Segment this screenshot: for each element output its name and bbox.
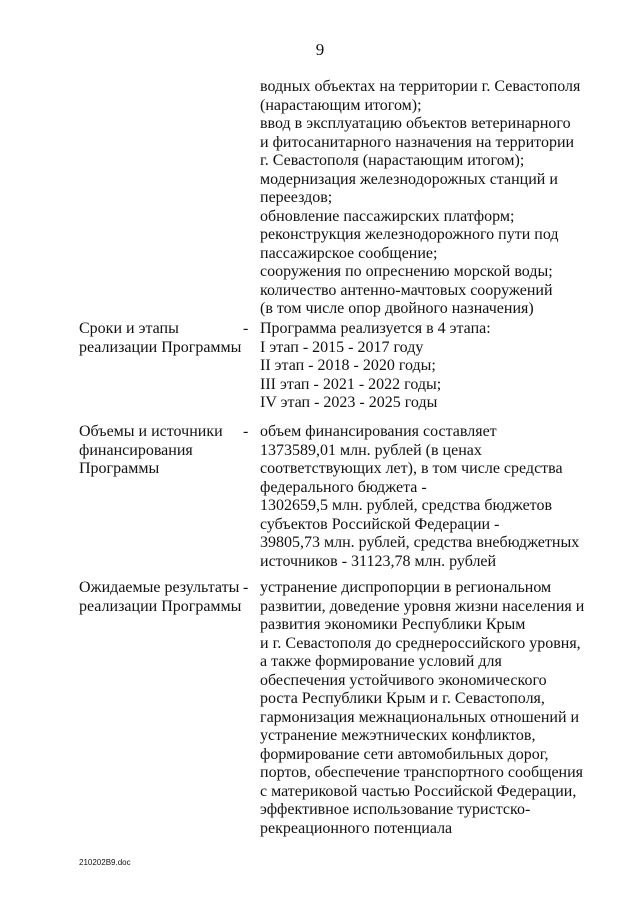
label-line: финансирования [79, 441, 193, 459]
continuation-line: и фитосанитарного назначения на территории [260, 133, 575, 151]
continuation-line: г. Севастополя (нарастающим итогом); [260, 152, 525, 169]
value-line: с материковой частью Российской Федерации, [260, 782, 577, 800]
label-line: Программы [79, 460, 160, 477]
value-line: федерального бюджета - [260, 478, 427, 496]
label-line: Объемы и источники [79, 423, 223, 440]
value-line: I этап - 2015 - 2017 году [260, 338, 424, 356]
value-line: объем финансирования составляет [260, 423, 497, 440]
continuation-line: переездов; [260, 189, 333, 206]
continuation-line: обновление пассажирских платформ; [260, 207, 515, 225]
row-value [260, 423, 610, 571]
value-line: формирование сети автомобильных дорог, [260, 745, 549, 763]
row-dash: - [243, 423, 249, 440]
value-line: источников - 31123,78 млн. рублей [260, 552, 497, 570]
value-line: развитии, доведение уровня жизни населения и [260, 597, 585, 615]
continuation-line: количество антенно-мачтовых сооружений [260, 281, 553, 299]
row-value [260, 320, 610, 413]
continuation-line: пассажирское сообщение; [260, 244, 438, 262]
row-label [79, 579, 242, 616]
label-line: реализации Программы [79, 597, 242, 615]
row-value [260, 579, 610, 838]
value-line: рекреационного потенциала [260, 819, 453, 837]
value-line: III этап - 2021 - 2022 годы; [260, 375, 442, 393]
continuation-line: водных объектах на территории г. Севастополя [260, 78, 581, 95]
continuation-line: (нарастающим итогом); [260, 96, 422, 114]
value-line: устранение диспропорции в региональном [260, 579, 552, 596]
value-line: портов, обеспечение транспортного сообщения [260, 764, 584, 781]
value-line: и г. Севастополя до среднероссийского уровня, [260, 634, 581, 652]
value-line: 39805,73 млн. рублей, средства внебюджетных [260, 534, 580, 551]
value-line: соответствующих лет), в том числе средства [260, 460, 563, 477]
value-line: развития экономики Республики Крым [260, 616, 526, 633]
continuation-line: модернизация железнодорожных станций и [260, 170, 558, 188]
value-line: а также формирование условий для [260, 653, 502, 670]
continuation-line: ввод в эксплуатацию объектов ветеринарного [260, 115, 571, 132]
label-line: реализации Программы [79, 338, 242, 356]
continuation-line: сооружения по опреснению морской воды; [260, 263, 553, 280]
value-line: обеспечения устойчивого экономического [260, 671, 547, 689]
continuation-line: (в том числе опор двойного назначения) [260, 300, 534, 317]
value-line: гармонизация межнациональных отношений и [260, 708, 580, 726]
continuation-block [260, 78, 600, 319]
value-line: 1302659,5 млн. рублей, средства бюджетов [260, 497, 553, 514]
row-dash: - [243, 320, 249, 337]
page-number: 9 [315, 40, 325, 59]
value-line: 1373589,01 млн. рублей (в ценах [260, 441, 482, 459]
value-line: Программа реализуется в 4 этапа: [260, 320, 491, 337]
row-dash: - [243, 579, 249, 596]
footer-document-code: 210202B9.doc [79, 858, 131, 867]
row-label [79, 423, 239, 479]
row-label [79, 320, 242, 357]
label-line: Сроки и этапы [79, 320, 179, 337]
value-line: IV этап - 2023 - 2025 годы [260, 394, 438, 411]
label-line: Ожидаемые результаты [79, 579, 240, 596]
value-line: устранение межэтнических конфликтов, [260, 727, 536, 744]
value-line: II этап - 2018 - 2020 годы; [260, 357, 436, 374]
value-line: субъектов Российской Федерации - [260, 515, 500, 533]
value-line: роста Республики Крым и г. Севастополя, [260, 690, 545, 707]
value-line: эффективное использование туристско- [260, 801, 531, 818]
continuation-line: реконструкция железнодорожного пути под [260, 226, 559, 243]
